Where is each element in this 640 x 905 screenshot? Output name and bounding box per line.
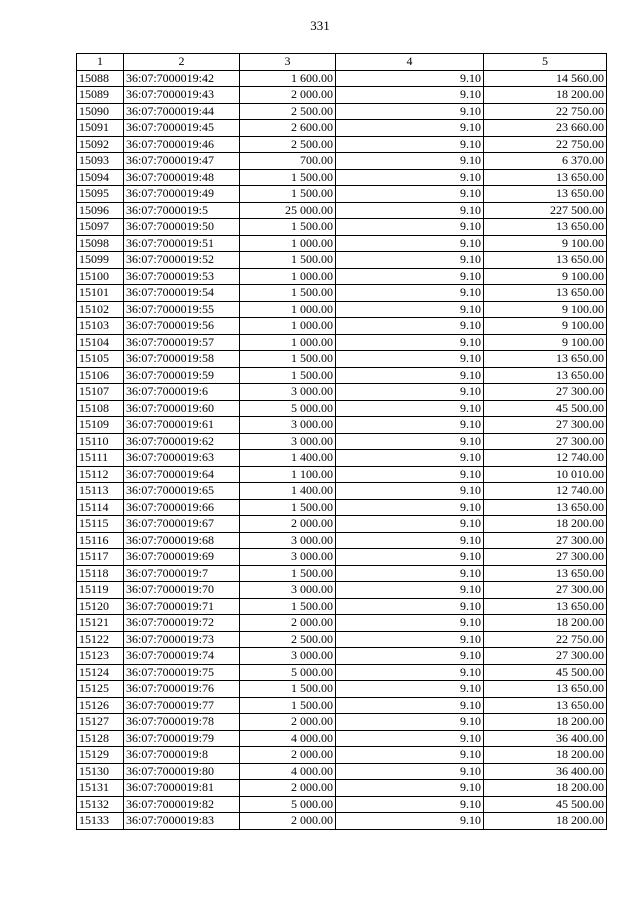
area-cell: 2 000.00 bbox=[240, 615, 336, 632]
cadastral-number-cell: 36:07:7000019:65 bbox=[124, 483, 240, 500]
rate-cell: 9.10 bbox=[336, 615, 484, 632]
area-cell: 3 000.00 bbox=[240, 532, 336, 549]
column-header: 1 bbox=[77, 54, 124, 71]
amount-cell: 9 100.00 bbox=[484, 318, 607, 335]
amount-cell: 27 300.00 bbox=[484, 532, 607, 549]
amount-cell: 27 300.00 bbox=[484, 384, 607, 401]
rate-cell: 9.10 bbox=[336, 87, 484, 104]
amount-cell: 13 650.00 bbox=[484, 285, 607, 302]
area-cell: 2 000.00 bbox=[240, 87, 336, 104]
area-cell: 1 500.00 bbox=[240, 598, 336, 615]
row-number-cell: 15129 bbox=[77, 747, 124, 764]
amount-cell: 13 650.00 bbox=[484, 565, 607, 582]
table-row bbox=[77, 813, 607, 830]
area-cell: 4 000.00 bbox=[240, 763, 336, 780]
rate-cell: 9.10 bbox=[336, 631, 484, 648]
table-row bbox=[77, 796, 607, 813]
cadastral-number-cell: 36:07:7000019:79 bbox=[124, 730, 240, 747]
table-row bbox=[77, 615, 607, 632]
row-number-cell: 15093 bbox=[77, 153, 124, 170]
row-number-cell: 15112 bbox=[77, 466, 124, 483]
cadastral-number-cell: 36:07:7000019:73 bbox=[124, 631, 240, 648]
table-row bbox=[77, 730, 607, 747]
area-cell: 2 000.00 bbox=[240, 714, 336, 731]
rate-cell: 9.10 bbox=[336, 367, 484, 384]
rate-cell: 9.10 bbox=[336, 813, 484, 830]
table-row bbox=[77, 450, 607, 467]
cadastral-number-cell: 36:07:7000019:5 bbox=[124, 202, 240, 219]
row-number-cell: 15104 bbox=[77, 334, 124, 351]
row-number-cell: 15098 bbox=[77, 235, 124, 252]
cadastral-number-cell: 36:07:7000019:50 bbox=[124, 219, 240, 236]
column-header: 3 bbox=[240, 54, 336, 71]
table-row bbox=[77, 367, 607, 384]
amount-cell: 13 650.00 bbox=[484, 598, 607, 615]
cadastral-number-cell: 36:07:7000019:8 bbox=[124, 747, 240, 764]
area-cell: 1 500.00 bbox=[240, 697, 336, 714]
table-row bbox=[77, 136, 607, 153]
table-row bbox=[77, 384, 607, 401]
table-row bbox=[77, 648, 607, 665]
rate-cell: 9.10 bbox=[336, 664, 484, 681]
table-row bbox=[77, 763, 607, 780]
table-row bbox=[77, 417, 607, 434]
amount-cell: 6 370.00 bbox=[484, 153, 607, 170]
cadastral-number-cell: 36:07:7000019:74 bbox=[124, 648, 240, 665]
amount-cell: 22 750.00 bbox=[484, 103, 607, 120]
table-row bbox=[77, 169, 607, 186]
cadastral-number-cell: 36:07:7000019:51 bbox=[124, 235, 240, 252]
rate-cell: 9.10 bbox=[336, 433, 484, 450]
amount-cell: 14 560.00 bbox=[484, 70, 607, 87]
row-number-cell: 15128 bbox=[77, 730, 124, 747]
row-number-cell: 15122 bbox=[77, 631, 124, 648]
area-cell: 3 000.00 bbox=[240, 433, 336, 450]
row-number-cell: 15123 bbox=[77, 648, 124, 665]
rate-cell: 9.10 bbox=[336, 334, 484, 351]
table-row bbox=[77, 598, 607, 615]
row-number-cell: 15108 bbox=[77, 400, 124, 417]
table-row bbox=[77, 780, 607, 797]
area-cell: 5 000.00 bbox=[240, 796, 336, 813]
rate-cell: 9.10 bbox=[336, 549, 484, 566]
amount-cell: 27 300.00 bbox=[484, 549, 607, 566]
amount-cell: 9 100.00 bbox=[484, 268, 607, 285]
rate-cell: 9.10 bbox=[336, 384, 484, 401]
row-number-cell: 15132 bbox=[77, 796, 124, 813]
amount-cell: 9 100.00 bbox=[484, 235, 607, 252]
rate-cell: 9.10 bbox=[336, 417, 484, 434]
amount-cell: 18 200.00 bbox=[484, 615, 607, 632]
rate-cell: 9.10 bbox=[336, 70, 484, 87]
table-header-row bbox=[77, 54, 607, 71]
area-cell: 2 500.00 bbox=[240, 136, 336, 153]
amount-cell: 45 500.00 bbox=[484, 400, 607, 417]
row-number-cell: 15126 bbox=[77, 697, 124, 714]
cadastral-number-cell: 36:07:7000019:61 bbox=[124, 417, 240, 434]
area-cell: 1 000.00 bbox=[240, 318, 336, 335]
rate-cell: 9.10 bbox=[336, 351, 484, 368]
rate-cell: 9.10 bbox=[336, 582, 484, 599]
row-number-cell: 15109 bbox=[77, 417, 124, 434]
cadastral-number-cell: 36:07:7000019:68 bbox=[124, 532, 240, 549]
row-number-cell: 15116 bbox=[77, 532, 124, 549]
amount-cell: 13 650.00 bbox=[484, 186, 607, 203]
cadastral-number-cell: 36:07:7000019:6 bbox=[124, 384, 240, 401]
table-row bbox=[77, 301, 607, 318]
row-number-cell: 15092 bbox=[77, 136, 124, 153]
table-row bbox=[77, 714, 607, 731]
cadastral-number-cell: 36:07:7000019:55 bbox=[124, 301, 240, 318]
table-row bbox=[77, 582, 607, 599]
row-number-cell: 15094 bbox=[77, 169, 124, 186]
rate-cell: 9.10 bbox=[336, 169, 484, 186]
area-cell: 1 500.00 bbox=[240, 219, 336, 236]
amount-cell: 12 740.00 bbox=[484, 450, 607, 467]
rate-cell: 9.10 bbox=[336, 202, 484, 219]
row-number-cell: 15096 bbox=[77, 202, 124, 219]
area-cell: 3 000.00 bbox=[240, 549, 336, 566]
rate-cell: 9.10 bbox=[336, 763, 484, 780]
cadastral-number-cell: 36:07:7000019:82 bbox=[124, 796, 240, 813]
row-number-cell: 15111 bbox=[77, 450, 124, 467]
cadastral-number-cell: 36:07:7000019:53 bbox=[124, 268, 240, 285]
table-row bbox=[77, 120, 607, 137]
amount-cell: 27 300.00 bbox=[484, 433, 607, 450]
area-cell: 1 500.00 bbox=[240, 367, 336, 384]
row-number-cell: 15131 bbox=[77, 780, 124, 797]
amount-cell: 36 400.00 bbox=[484, 730, 607, 747]
table-row bbox=[77, 334, 607, 351]
rate-cell: 9.10 bbox=[336, 219, 484, 236]
row-number-cell: 15113 bbox=[77, 483, 124, 500]
area-cell: 3 000.00 bbox=[240, 384, 336, 401]
area-cell: 1 000.00 bbox=[240, 334, 336, 351]
rate-cell: 9.10 bbox=[336, 120, 484, 137]
table-body bbox=[77, 70, 607, 829]
table-row bbox=[77, 87, 607, 104]
amount-cell: 9 100.00 bbox=[484, 334, 607, 351]
area-cell: 3 000.00 bbox=[240, 648, 336, 665]
column-header: 5 bbox=[484, 54, 607, 71]
table-row bbox=[77, 219, 607, 236]
table-row bbox=[77, 351, 607, 368]
row-number-cell: 15115 bbox=[77, 516, 124, 533]
amount-cell: 18 200.00 bbox=[484, 813, 607, 830]
area-cell: 1 000.00 bbox=[240, 235, 336, 252]
cadastral-number-cell: 36:07:7000019:56 bbox=[124, 318, 240, 335]
row-number-cell: 15110 bbox=[77, 433, 124, 450]
rate-cell: 9.10 bbox=[336, 103, 484, 120]
table-row bbox=[77, 516, 607, 533]
area-cell: 2 600.00 bbox=[240, 120, 336, 137]
table-row bbox=[77, 483, 607, 500]
amount-cell: 23 660.00 bbox=[484, 120, 607, 137]
row-number-cell: 15088 bbox=[77, 70, 124, 87]
table-row bbox=[77, 268, 607, 285]
amount-cell: 22 750.00 bbox=[484, 631, 607, 648]
rate-cell: 9.10 bbox=[336, 318, 484, 335]
cadastral-number-cell: 36:07:7000019:44 bbox=[124, 103, 240, 120]
amount-cell: 36 400.00 bbox=[484, 763, 607, 780]
amount-cell: 10 010.00 bbox=[484, 466, 607, 483]
table-row bbox=[77, 664, 607, 681]
rate-cell: 9.10 bbox=[336, 252, 484, 269]
amount-cell: 9 100.00 bbox=[484, 301, 607, 318]
table-row bbox=[77, 532, 607, 549]
table-row bbox=[77, 103, 607, 120]
cadastral-number-cell: 36:07:7000019:67 bbox=[124, 516, 240, 533]
amount-cell: 18 200.00 bbox=[484, 516, 607, 533]
amount-cell: 13 650.00 bbox=[484, 252, 607, 269]
row-number-cell: 15103 bbox=[77, 318, 124, 335]
table-row bbox=[77, 186, 607, 203]
row-number-cell: 15095 bbox=[77, 186, 124, 203]
rate-cell: 9.10 bbox=[336, 598, 484, 615]
rate-cell: 9.10 bbox=[336, 400, 484, 417]
amount-cell: 13 650.00 bbox=[484, 351, 607, 368]
cadastral-number-cell: 36:07:7000019:75 bbox=[124, 664, 240, 681]
cadastral-number-cell: 36:07:7000019:72 bbox=[124, 615, 240, 632]
area-cell: 1 500.00 bbox=[240, 252, 336, 269]
rate-cell: 9.10 bbox=[336, 136, 484, 153]
amount-cell: 27 300.00 bbox=[484, 648, 607, 665]
amount-cell: 45 500.00 bbox=[484, 796, 607, 813]
row-number-cell: 15105 bbox=[77, 351, 124, 368]
table-row bbox=[77, 631, 607, 648]
area-cell: 1 600.00 bbox=[240, 70, 336, 87]
row-number-cell: 15102 bbox=[77, 301, 124, 318]
cadastral-number-cell: 36:07:7000019:80 bbox=[124, 763, 240, 780]
table-row bbox=[77, 565, 607, 582]
rate-cell: 9.10 bbox=[336, 796, 484, 813]
table-row bbox=[77, 747, 607, 764]
rate-cell: 9.10 bbox=[336, 268, 484, 285]
amount-cell: 13 650.00 bbox=[484, 169, 607, 186]
row-number-cell: 15100 bbox=[77, 268, 124, 285]
table-row bbox=[77, 252, 607, 269]
area-cell: 3 000.00 bbox=[240, 582, 336, 599]
cadastral-number-cell: 36:07:7000019:71 bbox=[124, 598, 240, 615]
amount-cell: 18 200.00 bbox=[484, 87, 607, 104]
rate-cell: 9.10 bbox=[336, 499, 484, 516]
rate-cell: 9.10 bbox=[336, 450, 484, 467]
cadastral-number-cell: 36:07:7000019:58 bbox=[124, 351, 240, 368]
cadastral-number-cell: 36:07:7000019:59 bbox=[124, 367, 240, 384]
row-number-cell: 15117 bbox=[77, 549, 124, 566]
cadastral-number-cell: 36:07:7000019:42 bbox=[124, 70, 240, 87]
area-cell: 1 500.00 bbox=[240, 681, 336, 698]
cadastral-number-cell: 36:07:7000019:7 bbox=[124, 565, 240, 582]
row-number-cell: 15118 bbox=[77, 565, 124, 582]
amount-cell: 18 200.00 bbox=[484, 747, 607, 764]
area-cell: 1 500.00 bbox=[240, 351, 336, 368]
area-cell: 1 000.00 bbox=[240, 268, 336, 285]
row-number-cell: 15127 bbox=[77, 714, 124, 731]
row-number-cell: 15124 bbox=[77, 664, 124, 681]
cadastral-number-cell: 36:07:7000019:63 bbox=[124, 450, 240, 467]
rate-cell: 9.10 bbox=[336, 681, 484, 698]
row-number-cell: 15107 bbox=[77, 384, 124, 401]
cadastral-number-cell: 36:07:7000019:70 bbox=[124, 582, 240, 599]
cadastral-number-cell: 36:07:7000019:57 bbox=[124, 334, 240, 351]
amount-cell: 18 200.00 bbox=[484, 780, 607, 797]
amount-cell: 45 500.00 bbox=[484, 664, 607, 681]
table-row bbox=[77, 433, 607, 450]
amount-cell: 27 300.00 bbox=[484, 582, 607, 599]
rate-cell: 9.10 bbox=[336, 466, 484, 483]
amount-cell: 227 500.00 bbox=[484, 202, 607, 219]
rate-cell: 9.10 bbox=[336, 648, 484, 665]
cadastral-number-cell: 36:07:7000019:48 bbox=[124, 169, 240, 186]
rate-cell: 9.10 bbox=[336, 714, 484, 731]
table-row bbox=[77, 549, 607, 566]
area-cell: 1 500.00 bbox=[240, 169, 336, 186]
area-cell: 1 500.00 bbox=[240, 565, 336, 582]
cadastral-number-cell: 36:07:7000019:54 bbox=[124, 285, 240, 302]
row-number-cell: 15114 bbox=[77, 499, 124, 516]
row-number-cell: 15133 bbox=[77, 813, 124, 830]
amount-cell: 12 740.00 bbox=[484, 483, 607, 500]
row-number-cell: 15090 bbox=[77, 103, 124, 120]
table-row bbox=[77, 318, 607, 335]
amount-cell: 13 650.00 bbox=[484, 499, 607, 516]
area-cell: 1 500.00 bbox=[240, 186, 336, 203]
area-cell: 1 500.00 bbox=[240, 285, 336, 302]
rate-cell: 9.10 bbox=[336, 483, 484, 500]
area-cell: 1 100.00 bbox=[240, 466, 336, 483]
rate-cell: 9.10 bbox=[336, 186, 484, 203]
table-row bbox=[77, 153, 607, 170]
page-number: 331 bbox=[310, 18, 330, 33]
row-number-cell: 15119 bbox=[77, 582, 124, 599]
area-cell: 1 400.00 bbox=[240, 483, 336, 500]
cadastral-number-cell: 36:07:7000019:43 bbox=[124, 87, 240, 104]
area-cell: 3 000.00 bbox=[240, 417, 336, 434]
area-cell: 700.00 bbox=[240, 153, 336, 170]
rate-cell: 9.10 bbox=[336, 780, 484, 797]
cadastral-number-cell: 36:07:7000019:47 bbox=[124, 153, 240, 170]
amount-cell: 13 650.00 bbox=[484, 219, 607, 236]
row-number-cell: 15121 bbox=[77, 615, 124, 632]
amount-cell: 13 650.00 bbox=[484, 681, 607, 698]
area-cell: 2 000.00 bbox=[240, 813, 336, 830]
column-header: 4 bbox=[336, 54, 484, 71]
table-row bbox=[77, 681, 607, 698]
row-number-cell: 15130 bbox=[77, 763, 124, 780]
table-row bbox=[77, 285, 607, 302]
area-cell: 25 000.00 bbox=[240, 202, 336, 219]
table-row bbox=[77, 499, 607, 516]
area-cell: 1 500.00 bbox=[240, 499, 336, 516]
column-header: 2 bbox=[124, 54, 240, 71]
row-number-cell: 15099 bbox=[77, 252, 124, 269]
row-number-cell: 15125 bbox=[77, 681, 124, 698]
amount-cell: 13 650.00 bbox=[484, 697, 607, 714]
cadastral-number-cell: 36:07:7000019:83 bbox=[124, 813, 240, 830]
area-cell: 4 000.00 bbox=[240, 730, 336, 747]
rate-cell: 9.10 bbox=[336, 301, 484, 318]
area-cell: 2 500.00 bbox=[240, 631, 336, 648]
cadastral-number-cell: 36:07:7000019:69 bbox=[124, 549, 240, 566]
cadastral-number-cell: 36:07:7000019:77 bbox=[124, 697, 240, 714]
cadastral-number-cell: 36:07:7000019:49 bbox=[124, 186, 240, 203]
rate-cell: 9.10 bbox=[336, 153, 484, 170]
area-cell: 2 000.00 bbox=[240, 747, 336, 764]
area-cell: 5 000.00 bbox=[240, 400, 336, 417]
rate-cell: 9.10 bbox=[336, 565, 484, 582]
cadastral-number-cell: 36:07:7000019:81 bbox=[124, 780, 240, 797]
table-row bbox=[77, 70, 607, 87]
rate-cell: 9.10 bbox=[336, 532, 484, 549]
row-number-cell: 15097 bbox=[77, 219, 124, 236]
cadastral-number-cell: 36:07:7000019:64 bbox=[124, 466, 240, 483]
row-number-cell: 15120 bbox=[77, 598, 124, 615]
rate-cell: 9.10 bbox=[336, 697, 484, 714]
table-row bbox=[77, 466, 607, 483]
amount-cell: 13 650.00 bbox=[484, 367, 607, 384]
rate-cell: 9.10 bbox=[336, 747, 484, 764]
row-number-cell: 15091 bbox=[77, 120, 124, 137]
area-cell: 1 400.00 bbox=[240, 450, 336, 467]
row-number-cell: 15089 bbox=[77, 87, 124, 104]
area-cell: 2 000.00 bbox=[240, 516, 336, 533]
cadastral-number-cell: 36:07:7000019:78 bbox=[124, 714, 240, 731]
table-row bbox=[77, 400, 607, 417]
cadastral-number-cell: 36:07:7000019:46 bbox=[124, 136, 240, 153]
row-number-cell: 15101 bbox=[77, 285, 124, 302]
rate-cell: 9.10 bbox=[336, 516, 484, 533]
table-row bbox=[77, 697, 607, 714]
area-cell: 1 000.00 bbox=[240, 301, 336, 318]
cadastral-number-cell: 36:07:7000019:76 bbox=[124, 681, 240, 698]
rate-cell: 9.10 bbox=[336, 285, 484, 302]
land-plot-table bbox=[76, 53, 607, 830]
table-row bbox=[77, 202, 607, 219]
rate-cell: 9.10 bbox=[336, 235, 484, 252]
table-row bbox=[77, 235, 607, 252]
rate-cell: 9.10 bbox=[336, 730, 484, 747]
amount-cell: 22 750.00 bbox=[484, 136, 607, 153]
cadastral-number-cell: 36:07:7000019:62 bbox=[124, 433, 240, 450]
amount-cell: 18 200.00 bbox=[484, 714, 607, 731]
cadastral-number-cell: 36:07:7000019:52 bbox=[124, 252, 240, 269]
cadastral-number-cell: 36:07:7000019:45 bbox=[124, 120, 240, 137]
cadastral-number-cell: 36:07:7000019:60 bbox=[124, 400, 240, 417]
area-cell: 5 000.00 bbox=[240, 664, 336, 681]
row-number-cell: 15106 bbox=[77, 367, 124, 384]
area-cell: 2 500.00 bbox=[240, 103, 336, 120]
cadastral-number-cell: 36:07:7000019:66 bbox=[124, 499, 240, 516]
area-cell: 2 000.00 bbox=[240, 780, 336, 797]
amount-cell: 27 300.00 bbox=[484, 417, 607, 434]
